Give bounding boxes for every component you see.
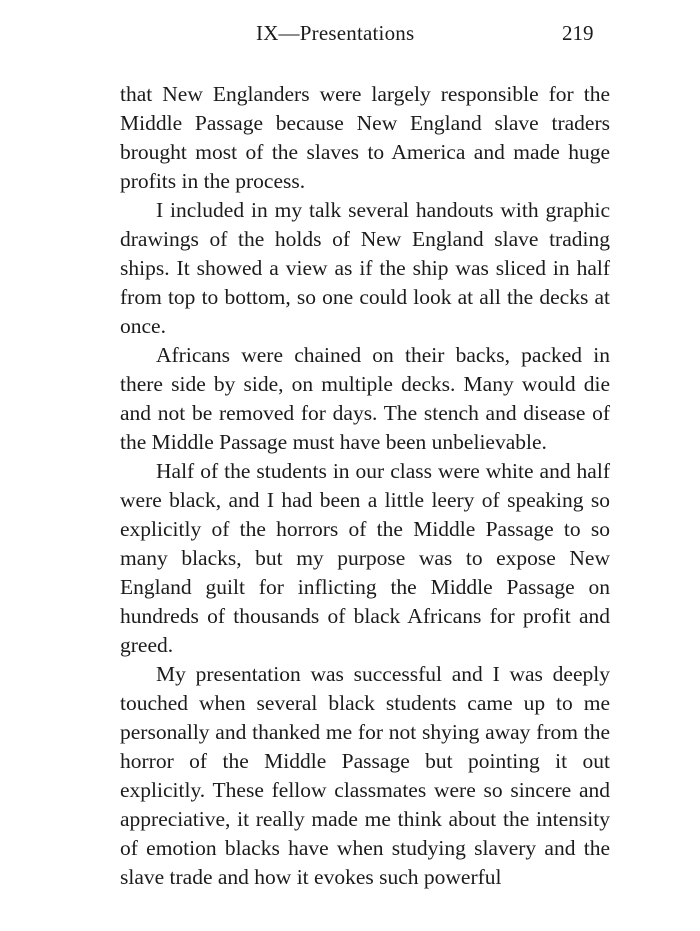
running-header	[0, 18, 700, 48]
paragraph-students: Half of the students in our class were white and half were black, and I had been a little leery of speaking so explicitly of the horrors of the Middle Passage to so many blacks, but my purpose was to expose New England guilt for inflicting the Middle Passage on hundreds of thousands of black Africans for profit and greed.	[120, 459, 610, 657]
paragraph-continued: that New Englanders were largely responsible for the Middle Passage because New England slave traders brought most of the slaves to America and made huge profits in the process.	[120, 82, 610, 193]
paragraph-presentation: My presentation was successful and I was deeply touched when several black students came up to me personally and thanked me for not shying away from the horror of the Middle Passage but pointing it out explicitly. These fellow classmates were so sincere and appreciative, it really made me think about the intensity of emotion blacks have when studying slavery and the slave trade and how it evokes such powerful	[120, 662, 610, 889]
page-number: 219	[562, 21, 594, 45]
paragraph-handouts: I included in my talk several handouts with graphic drawings of the holds of New England slave trading ships. It showed a view as if the ship was sliced in half from top to bottom, so one could look at all the decks at once.	[120, 198, 610, 338]
chapter-title: IX—Presentations	[256, 21, 415, 45]
body-text	[120, 80, 610, 892]
paragraph-chained: Africans were chained on their backs, packed in there side by side, on multiple decks. Many would die and not be removed for days. The stench and disease of the Middle Passage must have been unbelievable.	[120, 343, 610, 454]
